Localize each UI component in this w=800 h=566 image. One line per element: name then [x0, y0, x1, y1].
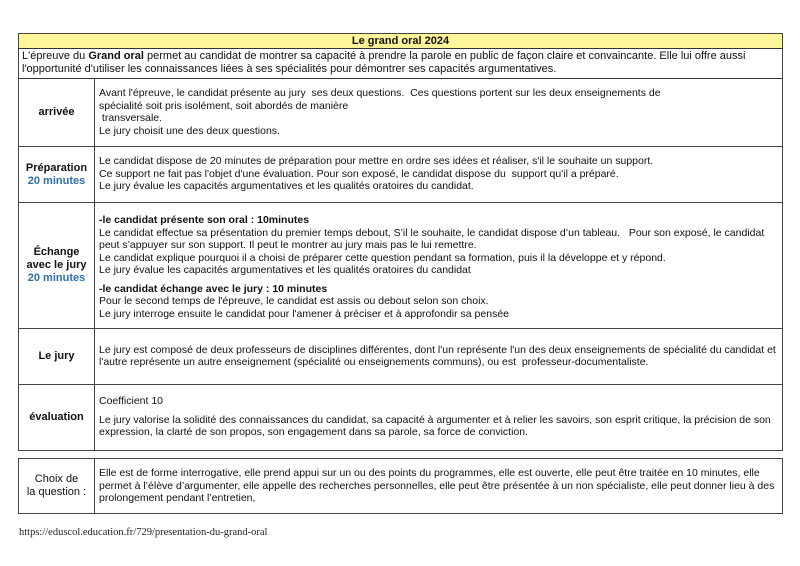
label-text: la question :	[26, 486, 87, 498]
title-row	[19, 34, 783, 49]
label-text: Choix de	[34, 473, 79, 485]
row-evaluation	[19, 385, 783, 451]
content-echange	[95, 203, 783, 329]
content-preparation	[95, 147, 783, 203]
content-line: Le jury choisit une des deux questions.	[99, 124, 280, 137]
subsection-title: -le candidat échange avec le jury : 10 minutes	[99, 282, 328, 295]
source-url: https://eduscol.education.fr/729/presentation-du-grand-oral	[19, 527, 268, 538]
content-line: Le candidat explique pourquoi il a choisi de préparer cette question pendant sa formation, puis il la développe et y répond.	[99, 251, 666, 264]
label-choix	[19, 459, 95, 514]
content-line: Le jury évalue les capacités argumentatives et les qualités oratoires du candidat	[99, 264, 471, 276]
row-echange	[19, 203, 783, 329]
intro-row	[19, 49, 783, 79]
row-jury	[19, 329, 783, 385]
row-choix	[19, 459, 783, 514]
content-line: Avant l'épreuve, le candidat présente au jury ses deux questions. Ces questions portent sur les deux enseignements de	[99, 87, 661, 99]
content-arrivee	[95, 79, 783, 147]
label-echange	[19, 203, 95, 329]
content-jury	[95, 329, 783, 385]
label-text: Échange	[33, 246, 80, 258]
intro-suffix: permet au candidat de montrer sa capacité à prendre la parole en public de façon claire et convaincante. Elle lui offre aussi l'opportunité d'utiliser les connaissances liées à ses spécialités pour démontrer ses capacités argumentatives.	[22, 50, 746, 75]
label-arrivee	[19, 79, 95, 147]
row-preparation	[19, 147, 783, 203]
content-line: transversale.	[99, 112, 163, 124]
label-evaluation	[19, 385, 95, 451]
label-text: évaluation	[29, 411, 84, 423]
content-evaluation	[95, 385, 783, 451]
grand-oral-table	[18, 33, 783, 451]
label-text: Le jury	[38, 350, 75, 362]
content-line: Le jury évalue les capacités argumentatives et les qualités oratoires du candidat.	[99, 180, 474, 193]
intro-prefix: L'épreuve du	[22, 50, 89, 62]
label-text: avec le jury	[26, 259, 87, 271]
document-title: Le grand oral 2024	[19, 34, 783, 49]
subsection-title: -le candidat présente son oral : 10minutes	[99, 214, 310, 226]
content-line: Pour le second temps de l'épreuve, le candidat est assis ou debout selon son choix.	[99, 295, 489, 307]
intro-bold: Grand oral	[88, 50, 144, 62]
intro-text	[19, 49, 783, 79]
label-text: arrivée	[38, 106, 75, 118]
content-choix: Elle est de forme interrogative, elle prend appui sur un ou des points du programmes, elle est ouverte, elle peut être traitée en 10 minutes, elle permet à l’élève d’argumenter, elle appelle des recherches personnelles, elle peut être présentée à un non spécialiste, elle peut donner lieu à des prolongement pendant l’entretien,	[95, 459, 783, 514]
label-preparation	[19, 147, 95, 203]
content-line: Ce support ne fait pas l'objet d'une évaluation. Pour son exposé, le candidat dispose du support qu'il a préparé.	[99, 167, 619, 180]
label-jury	[19, 329, 95, 385]
content-line: Le candidat effectue sa présentation du premier temps debout, S’il le souhaite, le candidat dispose d’un tableau. Pour son exposé, le candidat peut s’appuyer sur son support. Il peut le montrer au jury mais pas le lui remettre.	[99, 226, 768, 251]
duration-text: 20 minutes	[27, 174, 86, 187]
content-line: Le candidat dispose de 20 minutes de préparation pour mettre en ordre ses idées et réaliser, s'il le souhaite un support.	[99, 155, 654, 168]
coefficient-text: Coefficient 10	[99, 395, 164, 408]
content-line: Le jury interroge ensuite le candidat pour l'amener à préciser et à approfondir sa pensée	[99, 307, 510, 320]
choix-question-table	[18, 458, 783, 514]
content-line: spécialité soit pris isolément, soit abordés de manière	[99, 99, 349, 112]
row-arrivee	[19, 79, 783, 147]
content-line: Le jury valorise la solidité des connaissances du candidat, sa capacité à argumenter et à relier les savoirs, son esprit critique, la précision de son expression, la clarté de son propos, son engagement dans sa parole, sa force de conviction.	[99, 413, 774, 439]
duration-text: 20 minutes	[27, 272, 86, 284]
label-text: Préparation	[25, 161, 88, 174]
content-line: Le jury est composé de deux professeurs de disciplines différentes, dont l'un représente l'un des deux enseignements de spécialité du candidat et l'autre représente un autre enseignement (spécialité ou enseignements communs), ou est professeur-documentaliste.	[99, 343, 779, 368]
